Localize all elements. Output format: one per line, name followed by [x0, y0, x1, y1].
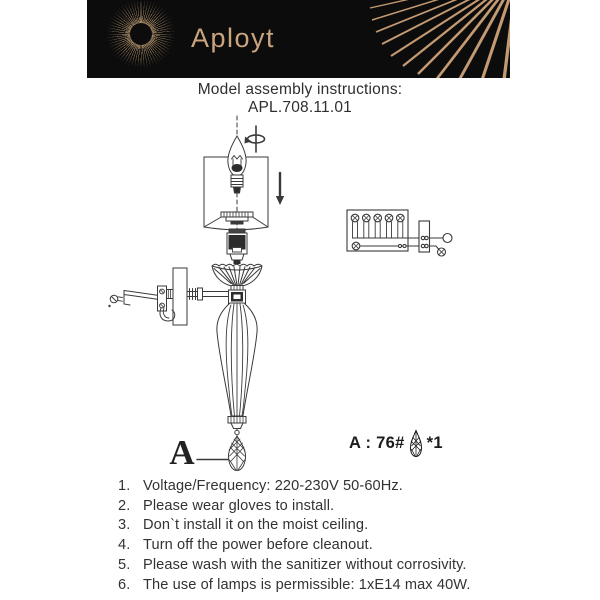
- part-label-a: A: [169, 433, 195, 472]
- model-number: APL.708.11.01: [247, 98, 352, 116]
- instruction-list: [118, 477, 471, 595]
- candle-bulb-drawing: [228, 136, 246, 193]
- socket-drawing: [227, 229, 247, 264]
- brand-name: Aployt: [191, 23, 276, 53]
- instruction-item: 6. The use of lamps is permissible: 1xE14 max 40W.: [118, 576, 471, 593]
- crystal-drop-icon: [409, 429, 423, 458]
- instruction-item: 5. Please wash with the sanitizer without corrosivity.: [118, 556, 467, 573]
- terminal-screws: [351, 214, 404, 238]
- terminal-wiring-diagram: [347, 210, 452, 256]
- instruction-item: 3. Don`t install it on the moist ceiling.: [118, 517, 369, 534]
- instruction-item: 4. Turn off the power before cleanout.: [118, 537, 373, 554]
- arm-drawing: [187, 288, 229, 300]
- part-spec-line: [349, 428, 443, 458]
- part-qty: *1: [426, 433, 443, 452]
- lamp-symbol: [443, 234, 452, 243]
- glass-body-drawing: [217, 303, 257, 429]
- arm-hub-drawing: [229, 290, 246, 304]
- rotation-arrow-icon: [245, 126, 265, 152]
- crystal-drop-drawing: [229, 429, 246, 471]
- wall-bracket-drawing: [108, 286, 174, 321]
- instruction-item: 1. Voltage/Frequency: 220-230V 50-60Hz.: [118, 478, 403, 494]
- down-arrow-icon: [276, 173, 284, 205]
- part-spec-text: A : 76#: [349, 433, 405, 452]
- instruction-item: 2. Please wear gloves to install.: [118, 497, 335, 514]
- bobeche-cup-drawing: [211, 264, 263, 291]
- assembly-title: Model assembly instructions:: [197, 81, 403, 98]
